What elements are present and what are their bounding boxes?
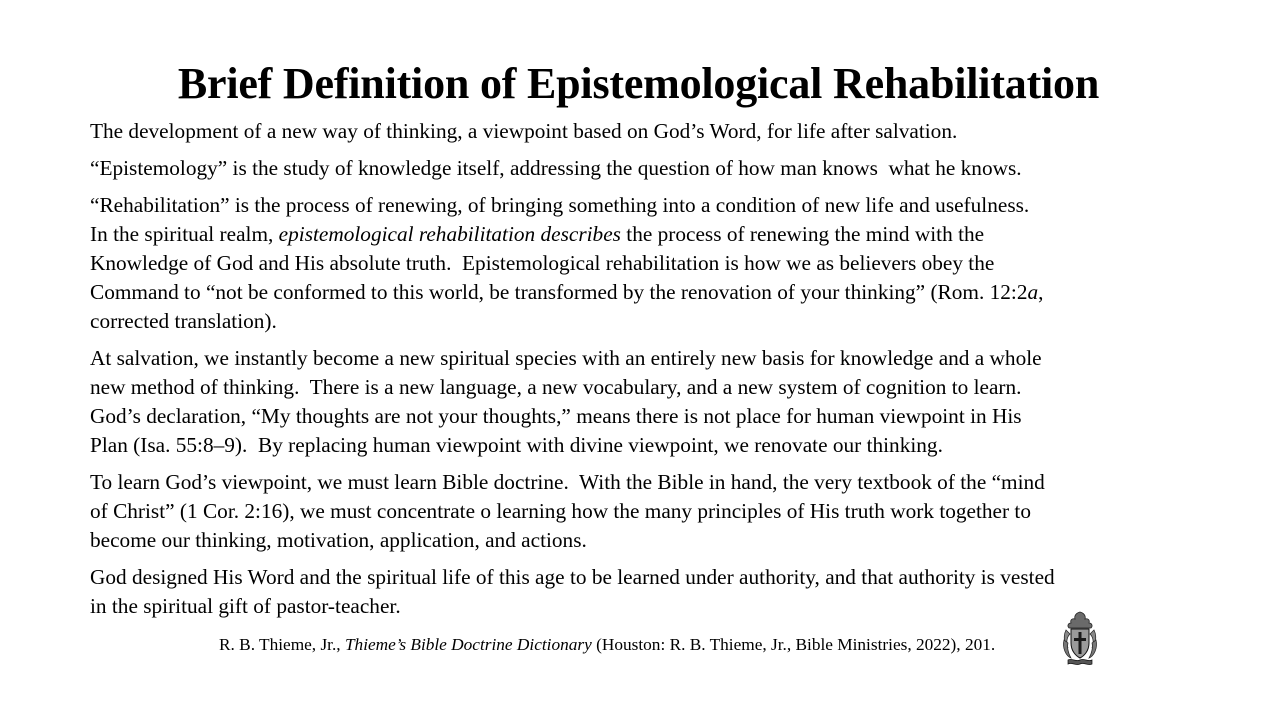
- text-line: Knowledge of God and His absolute truth. Epistemological rehabilitation is how we as believers obey the: [90, 251, 995, 275]
- text-line: Plan (Isa. 55:8–9). By replacing human viewpoint with divine viewpoint, we renovate our thinking.: [90, 433, 943, 457]
- text-line: The development of a new way of thinking, a viewpoint based on God’s Word, for life after salvation.: [90, 119, 958, 143]
- paragraph-bible-doctrine: [90, 468, 1200, 555]
- paragraph-authority: [90, 563, 1200, 621]
- text-line: God designed His Word and the spiritual life of this age to be learned under authority, and that authority is vested: [90, 565, 1055, 589]
- citation: [219, 633, 995, 657]
- paragraph-rehabilitation: [90, 191, 1200, 336]
- page-title: Brief Definition of Epistemological Rehabilitation: [177, 59, 1100, 108]
- italic-term: epistemological rehabilitation describes: [278, 222, 621, 246]
- text-segment: Command to “not be conformed to this world, be transformed by the renovation of your thinking” (Rom. 12:2: [90, 280, 1028, 304]
- text-line: [90, 278, 1200, 307]
- text-line: God’s declaration, “My thoughts are not your thoughts,” means there is not place for human viewpoint in His: [90, 404, 1022, 428]
- body-text: [90, 117, 1200, 629]
- text-segment: ,: [1038, 280, 1044, 304]
- text-line: At salvation, we instantly become a new spiritual species with an entirely new basis for knowledge and a whole: [90, 346, 1042, 370]
- text-line: To learn God’s viewpoint, we must learn Bible doctrine. With the Bible in hand, the very textbook of the “mind: [90, 470, 1045, 494]
- ministry-seal-icon: [1062, 610, 1098, 666]
- paragraph-salvation: [90, 344, 1200, 460]
- text-line: of Christ” (1 Cor. 2:16), we must concentrate o learning how the many principles of His truth work together to: [90, 499, 1031, 523]
- text-line: [90, 220, 1200, 249]
- text-line: corrected translation).: [90, 309, 277, 333]
- citation-book-title: Thieme’s Bible Doctrine Dictionary: [344, 635, 592, 654]
- citation-author: R. B. Thieme, Jr.,: [219, 635, 345, 654]
- text-line: become our thinking, motivation, application, and actions.: [90, 528, 587, 552]
- text-line: new method of thinking. There is a new language, a new vocabulary, and a new system of cognition to learn.: [90, 375, 1022, 399]
- text-segment: the process of renewing the mind with the: [620, 222, 985, 246]
- text-line: “Rehabilitation” is the process of renewing, of bringing something into a condition of new life and usefulness.: [90, 193, 1030, 217]
- text-segment: In the spiritual realm,: [90, 222, 279, 246]
- text-line: in the spiritual gift of pastor-teacher.: [90, 594, 401, 618]
- text-line: “Epistemology” is the study of knowledge itself, addressing the question of how man knows what he knows.: [90, 156, 1022, 180]
- paragraph-definition: [90, 117, 1200, 146]
- citation-publisher: (Houston: R. B. Thieme, Jr., Bible Ministries, 2022), 201.: [591, 635, 996, 654]
- italic-verse-part: a: [1027, 280, 1039, 304]
- paragraph-epistemology: [90, 154, 1200, 183]
